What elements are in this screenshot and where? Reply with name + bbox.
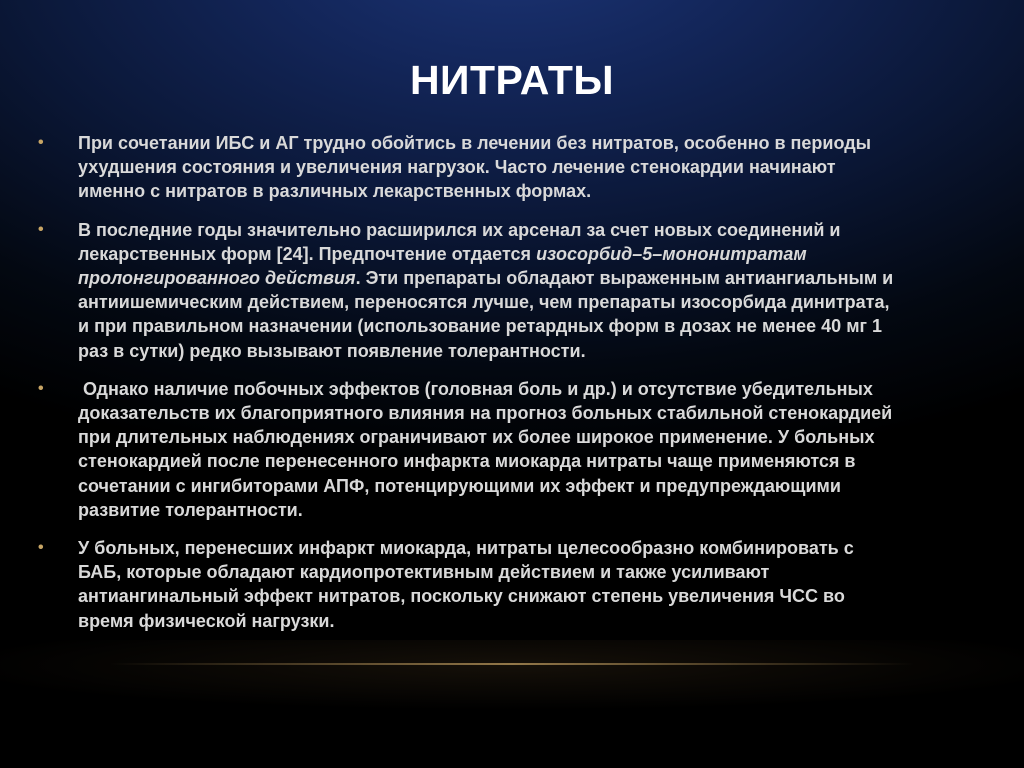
text-line: сочетании с ингибиторами АПФ, потенцирующими их эффект и предупреждающими [78,475,841,496]
text-line: БАБ, которые обладают кардиопротективным действием и также усиливают [78,562,770,583]
bullet-marker: • [38,134,44,151]
text-line: При сочетании ИБС и АГ трудно обойтись в лечении без нитратов, особенно в периоды [78,133,872,153]
bullet-list [38,131,968,633]
drug-name-italic: изосорбид–5–мононитратам [536,243,807,264]
text-line: и при правильном назначении (использование ретардных форм в дозах не менее 40 мг 1 [78,316,883,337]
bullet-marker: • [38,539,44,557]
text-line: при длительных наблюдениях ограничивают их более широкое применение. У больных [78,427,875,448]
text-line: доказательств их благоприятного влияния на прогноз больных стабильной стенокардией [78,403,893,424]
text-line: ухудшения состояния и увеличения нагрузок. Часто лечение стенокардии начинают [78,157,836,178]
text-segment: . Эти препараты обладают выраженным антиангиальным и [355,268,894,289]
text-line: В последние годы значительно расширился их арсенал за счет новых соединений и [78,219,841,240]
text-line: раз в сутки) редко вызывают появление толерантности. [78,340,586,361]
text-line: Однако наличие побочных эффектов (головная боль и др.) и отсутствие убедительных [78,378,873,399]
bullet-item-3 [38,377,968,522]
text-line: антиишемическим действием, переносятся лучше, чем препараты изосорбида динитрата, [78,292,890,313]
text-segment: лекарственных форм [24]. Предпочтение отдается [78,243,537,264]
text-line: У больных, перенесших инфаркт миокарда, нитраты целесообразно комбинировать с [78,538,854,559]
text-line: время физической нагрузки. [78,610,335,631]
bullet-marker: • [38,220,44,238]
bullet-item-4 [38,536,968,633]
text-line: именно с нитратов в различных лекарственных формах. [78,181,592,202]
text-line [78,266,968,290]
text-line [78,242,968,266]
bullet-item-1 [38,131,968,204]
text-line: развитие толерантности. [78,499,303,520]
drug-action-italic: пролонгированного действия [78,268,356,289]
text-line: стенокардией после перенесенного инфаркта миокарда нитраты чаще применяются в [78,451,856,472]
floor-glow [0,640,1024,768]
bullet-marker: • [38,379,44,397]
floor-reflection-line [110,663,914,665]
slide-title: НИТРАТЫ [409,57,615,103]
bullet-item-2 [38,218,968,363]
text-line: антиангинальный эффект нитратов, поскольку снижают степень увеличения ЧСС во [78,586,845,607]
